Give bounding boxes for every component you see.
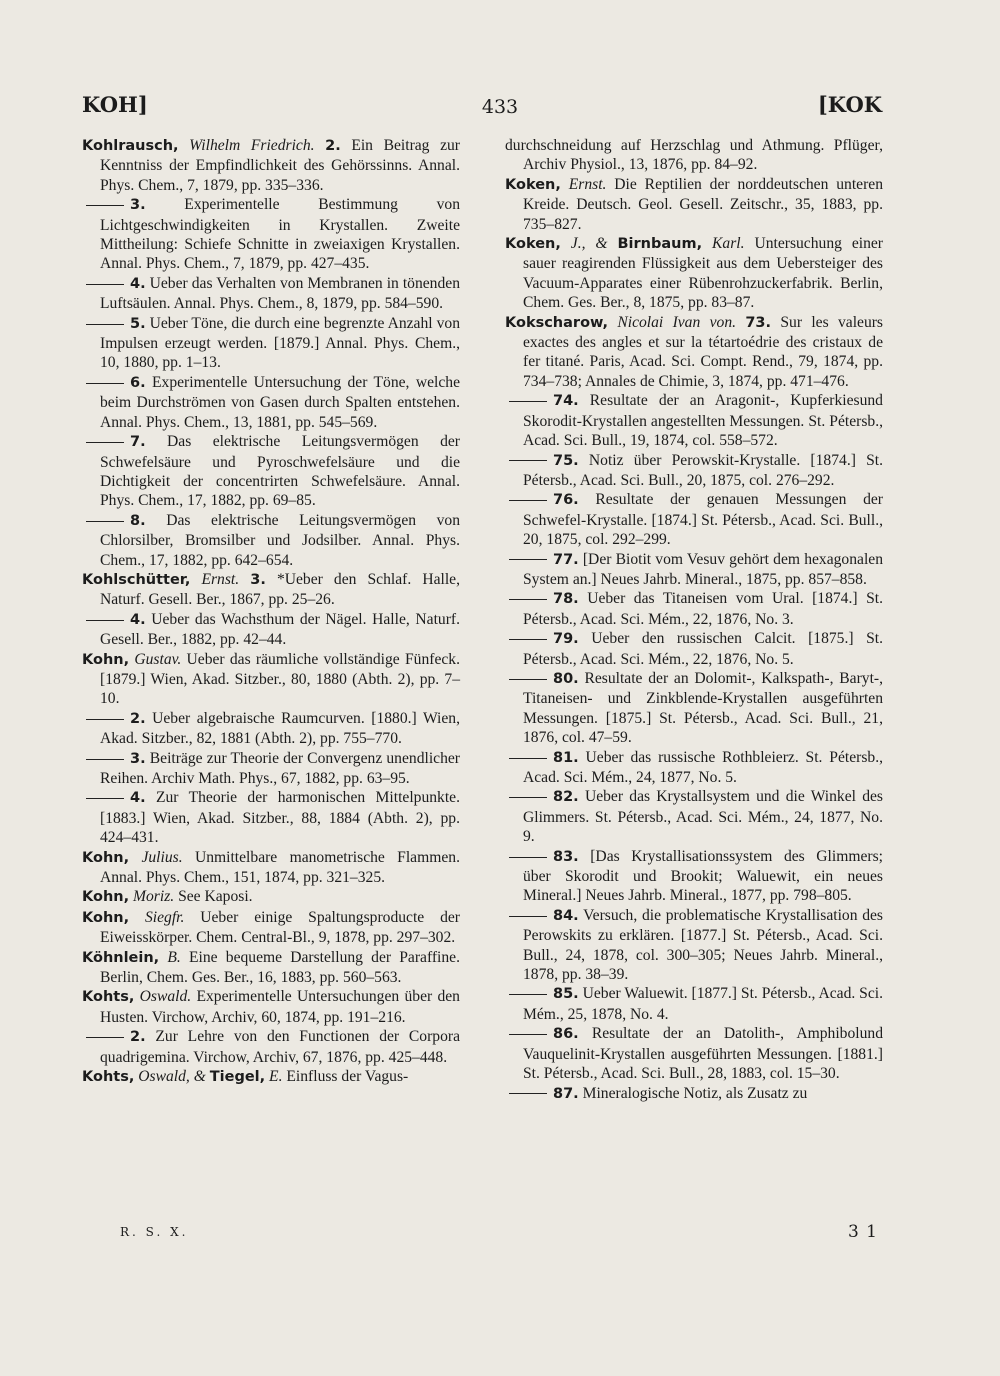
bibliography-entry — [505, 748, 883, 788]
entry-text: Resultate der an Dolomit-, Kalkspath-, Baryt-, Titaneisen- und Zinkblende-Krystallen ausgeführten Messungen. [1875.] St. Pétersb., Acad. Sci. Bull., 21, 1876, col. 47–59. — [523, 669, 884, 747]
gathering-number: 3 1 — [847, 1222, 878, 1242]
entry-text: Ueber das Wachsthum der Nägel. Halle, Naturf. Gesell. Ber., 1882, pp. 42–44. — [100, 610, 460, 649]
entry-given-name: Oswald, & — [138, 1068, 206, 1086]
ditto-dash — [86, 205, 124, 206]
bibliography-entry — [505, 984, 883, 1024]
ditto-dash — [509, 758, 547, 759]
entry-text: Ueber das Krystallsystem und die Winkel des Glimmers. St. Pétersb., Acad. Sci. Mém., 24, 1877, No. 9. — [523, 788, 884, 846]
entry-author: Kohn, — [82, 651, 130, 668]
entry-given-name: Gustav. — [134, 650, 182, 668]
entry-text: *Ueber den Schlaf. Halle, Naturf. Gesell. Ber., 1867, pp. 25–26. — [100, 570, 460, 609]
entry-number: 82. — [553, 789, 579, 806]
ditto-dash — [86, 521, 124, 522]
ditto-dash — [86, 284, 124, 285]
ditto-dash — [509, 460, 547, 461]
entry-number: 81. — [553, 749, 579, 766]
bibliography-entry — [82, 373, 460, 432]
bibliography-entry — [505, 669, 883, 748]
bibliography-entry — [82, 570, 460, 610]
entry-author: Kohn, — [82, 889, 130, 906]
bibliography-entry — [82, 610, 460, 650]
entry-given-name: B. — [167, 948, 181, 966]
entry-author: Kohn, — [82, 909, 130, 926]
bibliography-entry — [82, 1067, 460, 1087]
bibliography-entry — [505, 1084, 883, 1104]
entry-number: 77. — [553, 551, 579, 568]
entry-author: Köhnlein, — [82, 949, 160, 966]
ditto-dash — [509, 679, 547, 680]
ditto-dash — [509, 994, 547, 995]
ditto-dash — [86, 620, 124, 621]
bibliography-entry — [82, 432, 460, 511]
entry-author: Kohn, — [82, 849, 130, 866]
ditto-dash — [509, 1034, 547, 1035]
entry-number: 2. — [325, 138, 341, 154]
entry-number: 4. — [130, 790, 146, 807]
entry-text: Sur les valeurs exactes des angles et sur la tétartoédrie des cristaux de fer titané. Paris, Acad. Sci. Compt. Rend., 79, 1874, pp. 734–738; Annales de Chimie, 3, 1874, pp. 471–476. — [523, 313, 884, 390]
bibliography-entry — [82, 908, 460, 948]
entry-number: 80. — [553, 670, 579, 687]
ditto-dash — [509, 797, 547, 798]
entry-given-name: Wilhelm Friedrich. — [189, 137, 315, 154]
entry-given-name: Nicolai Ivan von. — [617, 313, 737, 331]
entry-number: 3. — [250, 571, 266, 588]
bibliography-entry — [82, 987, 460, 1027]
entry-text: Ueber Töne, die durch eine begrenzte Anzahl von Impulsen erzeugt werden. [1879.] Annal. Phys. Chem., 10, 1880, pp. 1–13. — [100, 314, 460, 372]
bibliography-entry — [505, 906, 883, 985]
ditto-dash — [509, 559, 547, 560]
entry-text: Zur Theorie der harmonischen Mittelpunkte. [1883.] Wien, Akad. Sitzber., 88, 1884 (Abth. 2), pp. 424–431. — [100, 789, 460, 847]
entry-author: Kohts, — [82, 1069, 135, 1086]
entry-text: Einfluss der Vagus- — [286, 1068, 409, 1086]
entry-number: 4. — [130, 611, 146, 628]
bibliography-entry — [505, 787, 883, 846]
entry-author: Kohlrausch, — [82, 138, 179, 154]
ditto-dash — [509, 857, 547, 858]
entry-text: Resultate der an Aragonit-, Kupferkiesund Skorodit-Krystallen angestellten Messungen. St. Pétersb., Acad. Sci. Bull., 19, 1874, col. 558–572. — [523, 392, 883, 450]
entry-text: Resultate der genauen Messungen der Schwefel-Krystalle. [1874.] St. Pétersb., Acad. Sci. Bull., 20, 1875, col. 292–299. — [523, 491, 883, 549]
bibliography-entry — [505, 589, 883, 629]
ditto-dash — [86, 383, 124, 384]
entry-number: 78. — [553, 591, 579, 608]
entry-text: [Das Krystallisationssystem des Glimmers; über Skorodit und Brookit; Waluewit, ein neues Mineral.] Neues Jahrb. Mineral., 1877, pp. 798–805. — [523, 847, 883, 905]
entry-number: 87. — [553, 1085, 579, 1102]
entry-author: Kokscharow, — [505, 314, 609, 331]
entry-given-name: Julius. — [141, 848, 183, 866]
bibliography-entry — [505, 629, 883, 669]
bibliography-entry — [82, 848, 460, 888]
entry-number: 79. — [553, 631, 579, 648]
entry-text: [Der Biotit vom Vesuv gehört dem hexagonalen System an.] Neues Jahrb. Mineral., 1875, pp. 857–858. — [523, 550, 883, 588]
entry-text: Unmittelbare manometrische Flammen. Annal. Phys. Chem., 151, 1874, pp. 321–325. — [100, 848, 460, 887]
entry-text: Ueber algebraische Raumcurven. [1880.] Wien, Akad. Sitzber., 82, 1881 (Abth. 2), pp. 755–770. — [100, 709, 460, 748]
entry-number: 3. — [130, 750, 146, 767]
bibliography-entry — [82, 650, 460, 709]
entry-author: Kohts, — [82, 989, 135, 1006]
entry-number: 8. — [130, 512, 146, 529]
bibliography-entry — [505, 175, 883, 234]
ditto-dash — [86, 1037, 124, 1038]
entry-number: 83. — [553, 848, 579, 865]
entry-number: 74. — [553, 393, 579, 410]
bibliography-entry — [82, 511, 460, 570]
entry-number: 4. — [130, 275, 146, 292]
entry-coauthor-given-name: Karl. — [712, 235, 745, 253]
entry-text: Ueber Waluewit. [1877.] St. Pétersb., Acad. Sci. Mém., 25, 1878, No. 4. — [523, 985, 883, 1023]
entry-author: Kohlschütter, — [82, 571, 191, 588]
entry-given-name: J., & — [570, 235, 608, 253]
bibliography-entry — [82, 136, 460, 195]
bibliography-entry — [82, 195, 460, 274]
entry-given-name: Ernst. — [201, 570, 240, 588]
entry-number: 76. — [553, 492, 579, 509]
bibliography-entry — [82, 887, 460, 907]
entry-text: Ueber den russischen Calcit. [1875.] St. Pétersb., Acad. Sci. Mém., 22, 1876, No. 5. — [523, 630, 883, 668]
entry-text: Ueber das russische Rothbleierz. St. Pétersb., Acad. Sci. Mém., 24, 1877, No. 5. — [523, 748, 883, 786]
entry-text: Ueber das Verhalten von Membranen in tönenden Luftsäulen. Annal. Phys. Chem., 8, 1879, pp. 584–590. — [100, 274, 460, 313]
entry-number: 6. — [130, 374, 146, 391]
bibliography-entry — [82, 948, 460, 988]
bibliography-entry — [505, 136, 883, 175]
bibliography-entry — [82, 709, 460, 749]
ditto-dash — [86, 719, 124, 720]
entry-number: 84. — [553, 907, 579, 924]
entry-text: Resultate der an Datolith-, Amphibolund Vauquelinit-Krystallen ausgeführten Messungen. [1881.] St. Pétersb., Acad. Sci. Bull., 28, 1883, col. 15–30. — [523, 1025, 883, 1083]
entry-coauthor: Tiegel, — [209, 1069, 266, 1086]
bibliography-entry — [82, 788, 460, 847]
entry-text: Ueber einige Spaltungsproducte der Eiweisskörper. Chem. Central-Bl., 9, 1878, pp. 297–302. — [100, 908, 460, 947]
ditto-dash — [86, 759, 124, 760]
bibliography-entry — [82, 274, 460, 314]
bibliography-entry — [505, 550, 883, 590]
ditto-dash — [509, 916, 547, 917]
entry-given-name: Siegfr. — [144, 908, 185, 926]
entry-coauthor-given-name: E. — [269, 1068, 283, 1086]
entry-text: Mineralogische Notiz, als Zusatz zu — [582, 1084, 808, 1102]
entry-number: 5. — [130, 315, 146, 332]
left-column — [82, 136, 460, 1088]
ditto-dash — [509, 1093, 547, 1094]
entry-number: 86. — [553, 1026, 579, 1043]
entry-text: Eine bequeme Darstellung der Paraffine. Berlin, Chem. Ges. Ber., 16, 1883, pp. 560–563. — [100, 948, 460, 987]
bibliography-entry — [505, 451, 883, 491]
entry-text: Beiträge zur Theorie der Convergenz unendlicher Reihen. Archiv Math. Phys., 67, 1882, pp. 63–95. — [100, 749, 460, 787]
bibliography-entry — [505, 490, 883, 549]
entry-given-name: Moriz. — [133, 888, 175, 906]
entry-number: 7. — [130, 434, 146, 451]
entry-number: 2. — [130, 1029, 146, 1046]
entry-author: Koken, — [505, 176, 561, 193]
right-column — [505, 136, 883, 1104]
entry-text: Ueber das räumliche vollständige Fünfeck. [1879.] Wien, Akad. Sitzber., 80, 1880 (Abth. 2), pp. 7–10. — [100, 650, 460, 708]
entry-text: Ueber das Titaneisen vom Ural. [1874.] St. Pétersb., Acad. Sci. Mém., 22, 1876, No. 3. — [523, 590, 883, 628]
bibliography-entry — [82, 749, 460, 789]
bibliography-entry — [505, 847, 883, 906]
entry-number: 2. — [130, 710, 146, 727]
running-head-right: [KOK — [817, 92, 882, 117]
entry-text: Ein Beitrag zur Kenntniss der Empfindlichkeit des Gehörssinns. Annal. Phys. Chem., 7, 1879, pp. 335–336. — [100, 137, 460, 194]
ditto-dash — [509, 599, 547, 600]
entry-number: 73. — [745, 314, 772, 331]
entry-number: 85. — [553, 986, 579, 1003]
entry-given-name: Ernst. — [568, 175, 607, 193]
entry-text: See Kaposi. — [178, 888, 253, 906]
entry-text: Experimentelle Bestimmung von Lichtgeschwindigkeiten in Krystallen. Zweite Mittheilung: Schiefe Schnitte in zweiaxigen Krystallen. Annal. Phys. Chem., 7, 1879, pp. 427–435. — [100, 196, 460, 273]
entry-text: Zur Lehre von den Functionen der Corpora quadrigemina. Virchow, Archiv, 67, 1876, pp. 425–448. — [100, 1028, 460, 1066]
entry-text: Die Reptilien der norddeutschen unteren Kreide. Deutsch. Geol. Gesell. Zeitschr., 35, 1883, pp. 735–827. — [523, 175, 883, 233]
entry-number: 75. — [553, 452, 579, 469]
running-head-left: KOH] — [82, 92, 148, 117]
ditto-dash — [86, 798, 124, 799]
signature-mark: R. S. X. — [120, 1225, 189, 1239]
bibliography-entry — [505, 313, 883, 392]
entry-text: Experimentelle Untersuchung der Töne, welche beim Durchströmen von Gasen durch Spalten entstehen. Annal. Phys. Chem., 13, 1881, pp. 545–569. — [100, 373, 460, 431]
page-number: 433 — [481, 96, 519, 118]
bibliography-entry — [505, 391, 883, 450]
entry-number: 3. — [130, 197, 146, 214]
entry-text: Experimentelle Untersuchungen über den Husten. Virchow, Archiv, 60, 1874, pp. 191–216. — [100, 988, 460, 1026]
bibliography-entry — [82, 1027, 460, 1067]
entry-text: Notiz über Perowskit-Krystalle. [1874.] St. Pétersb., Acad. Sci. Bull., 20, 1875, col. 276–292. — [523, 451, 883, 489]
ditto-dash — [509, 639, 547, 640]
entry-given-name: Oswald. — [139, 988, 192, 1006]
entry-coauthor: Birnbaum, — [617, 236, 703, 253]
entry-text: Untersuchung einer sauer reagirenden Flüssigkeit aus dem Uebersteiger des Vacuum-Apparates einer Rübenrohzuckerfabrik. Berlin, Chem. Ges. Ber., 8, 1875, pp. 83–87. — [523, 235, 883, 312]
entry-text: Das elektrische Leitungsvermögen der Schwefelsäure und Pyroschwefelsäure und die Dichtigkeit der concentrirten Schwefelsäure. Annal. Phys. Chem., 17, 1882, pp. 69–85. — [100, 433, 460, 510]
entry-text: Das elektrische Leitungsvermögen von Chlorsilber, Bromsilber und Jodsilber. Annal. Phys. Chem., 17, 1882, pp. 642–654. — [100, 511, 460, 569]
ditto-dash — [509, 500, 547, 501]
ditto-dash — [86, 442, 124, 443]
bibliography-entry — [505, 234, 883, 313]
ditto-dash — [509, 401, 547, 402]
bibliography-entry — [505, 1024, 883, 1083]
ditto-dash — [86, 324, 124, 325]
entry-text: durchschneidung auf Herzschlag und Athmung. Pflüger, Archiv Physiol., 13, 1876, pp. 84–92. — [505, 137, 883, 174]
entry-author: Koken, — [505, 236, 561, 253]
entry-text: Versuch, die problematische Krystallisation des Perowskits zu erklären. [1877.] St. Pétersb., Acad. Sci. Bull., 24, 1878, col. 300–305; Neues Jahrb. Mineral., 1878, pp. 38–39. — [523, 906, 884, 984]
bibliography-entry — [82, 314, 460, 373]
